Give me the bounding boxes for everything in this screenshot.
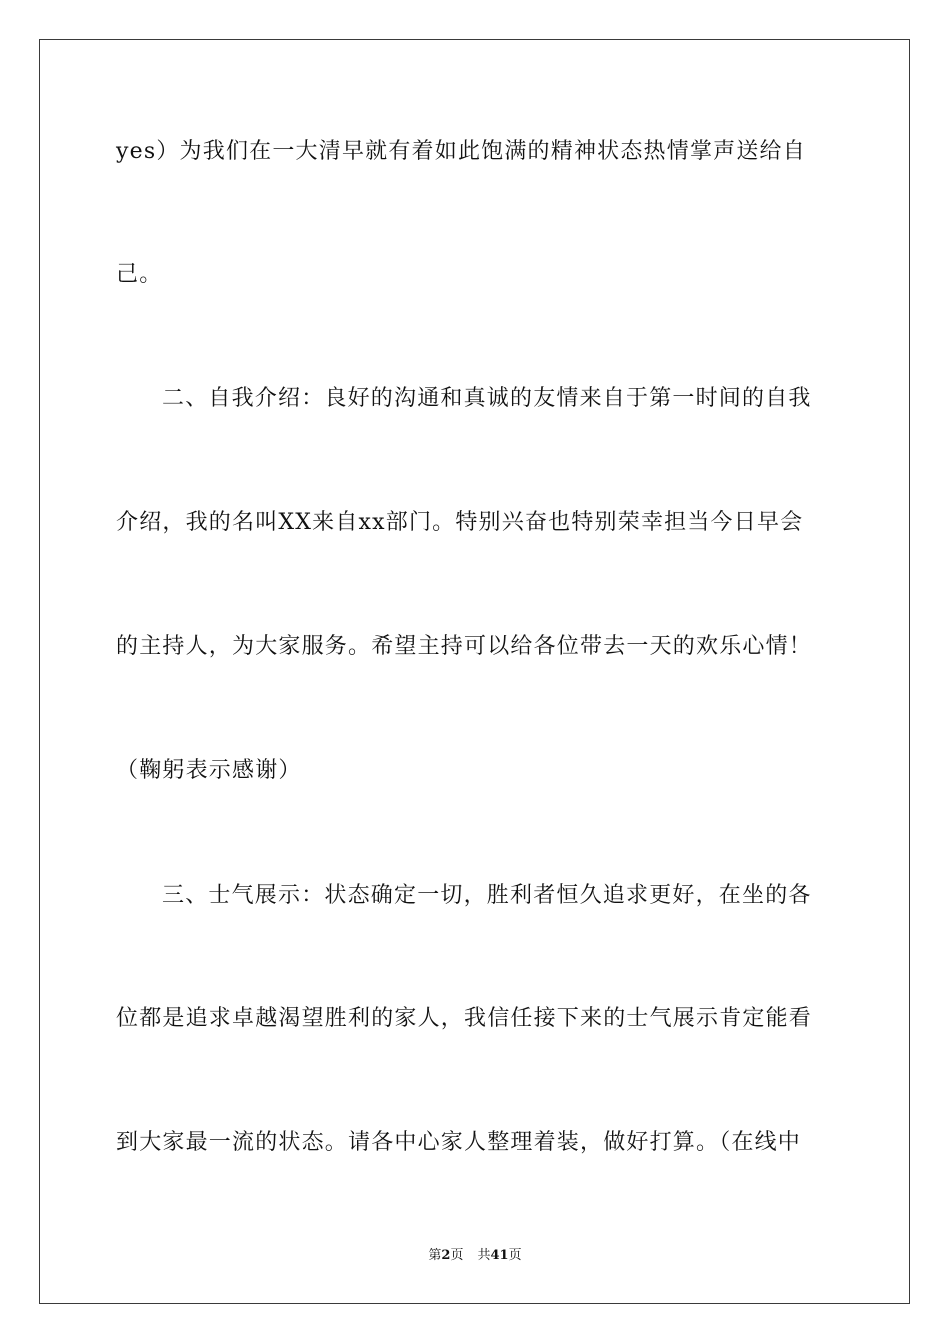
text-line: 到大家最一流的状态。请各中心家人整理着装，做好打算。（在线中 — [116, 1130, 802, 1155]
text-line: 的主持人，为大家服务。希望主持可以给各位带去一天的欢乐心情！ — [116, 634, 813, 659]
page-label-suffix: 页 — [450, 1248, 464, 1263]
text-line: 位都是追求卓越渴望胜利的家人，我信任接下来的士气展示肯定能看 — [116, 1006, 813, 1031]
page-border — [39, 39, 910, 1304]
page-number: 2 — [441, 1248, 451, 1263]
page-label-prefix: 第 — [428, 1248, 442, 1263]
text-line: （鞠躬表示感谢） — [116, 758, 302, 783]
total-pages: 41 — [490, 1248, 509, 1263]
text-line: yes）为我们在一大清早就有着如此饱满的精神状态热情掌声送给自 — [116, 139, 806, 164]
page-footer — [0, 1247, 950, 1265]
total-label-suffix: 页 — [508, 1248, 522, 1263]
text-line: 二、自我介绍：良好的沟通和真诚的友情来自于第一时间的自我 — [162, 386, 812, 411]
text-line: 己。 — [116, 262, 163, 287]
text-line: 三、士气展示：状态确定一切，胜利者恒久追求更好，在坐的各 — [162, 883, 812, 908]
text-line: 介绍，我的名叫XX来自xx部门。特别兴奋也特别荣幸担当今日早会 — [116, 510, 804, 535]
total-label-prefix: 共 — [477, 1248, 491, 1263]
